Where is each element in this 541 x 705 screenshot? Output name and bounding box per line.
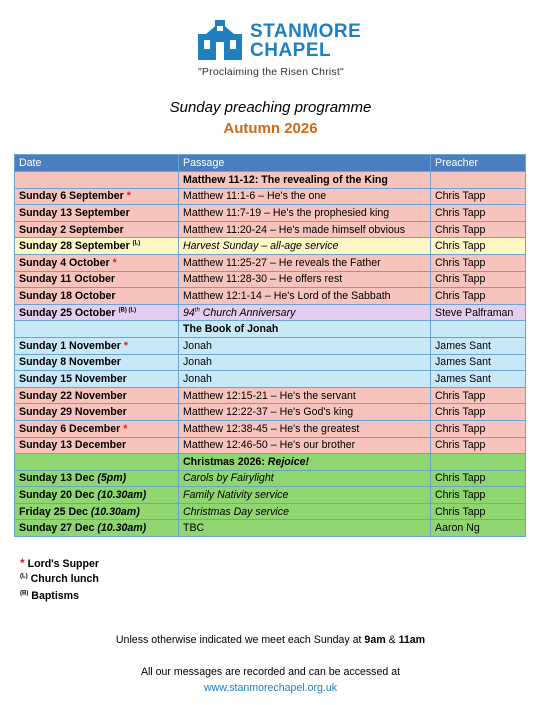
cell-passage: TBC <box>179 520 431 537</box>
section-header-row <box>15 172 526 189</box>
cell-passage: The Book of Jonah <box>179 321 431 338</box>
table-row <box>15 221 526 238</box>
logo-tagline: "Proclaiming the Risen Christ" <box>198 66 344 78</box>
cell-preacher: Chris Tapp <box>431 387 526 404</box>
lords-supper-mark: * <box>112 256 117 269</box>
table-row <box>15 420 526 437</box>
cell-preacher: Aaron Ng <box>431 520 526 537</box>
column-header-preacher: Preacher <box>431 155 526 172</box>
lords-supper-mark: * <box>123 422 128 435</box>
cell-date: Sunday 13 Dec (5pm) <box>15 470 179 487</box>
cell-passage: Matthew 11:28-30 – He offers rest <box>179 271 431 288</box>
cell-date: Sunday 11 October <box>15 271 179 288</box>
chapel-logo <box>198 20 362 82</box>
cell-date: Sunday 8 November <box>15 354 179 371</box>
table-row <box>15 304 526 321</box>
page-subtitle: Autumn 2026 <box>223 120 318 137</box>
cell-date: Sunday 2 September <box>15 221 179 238</box>
cell-preacher: Chris Tapp <box>431 487 526 504</box>
cell-preacher: Chris Tapp <box>431 271 526 288</box>
table-row <box>15 404 526 421</box>
section-header-row <box>15 321 526 338</box>
cell-passage: Carols by Fairylight <box>179 470 431 487</box>
cell-date <box>15 172 179 189</box>
table-row <box>15 188 526 205</box>
cell-date: Sunday 13 December <box>15 437 179 454</box>
table-row <box>15 487 526 504</box>
cell-preacher <box>431 172 526 189</box>
chapel-building-icon <box>198 20 242 60</box>
table-row <box>15 520 526 537</box>
cell-passage: Harvest Sunday – all-age service <box>179 238 431 255</box>
table-row <box>15 437 526 454</box>
cell-preacher: James Sant <box>431 354 526 371</box>
table-row <box>15 254 526 271</box>
cell-passage: Matthew 11:20-24 – He's made himself obvious <box>179 221 431 238</box>
legend-church-lunch: $^{(L)}$ Church lunch <box>20 573 99 585</box>
lords-supper-mark: * <box>126 190 131 203</box>
table-row <box>15 503 526 520</box>
cell-date: Sunday 6 September * <box>15 188 179 205</box>
cell-preacher <box>431 321 526 338</box>
cell-passage: Christmas Day service <box>179 503 431 520</box>
legend-lords-supper: * Lord's Supper <box>20 556 100 570</box>
cell-preacher: Chris Tapp <box>431 420 526 437</box>
table-row <box>15 354 526 371</box>
website-link[interactable]: www.stanmorechapel.org.uk <box>203 682 338 694</box>
cell-date: Sunday 13 September <box>15 205 179 222</box>
cell-passage: Matthew 12:15-21 – He's the servant <box>179 387 431 404</box>
legend-baptisms: $^{(B)}$ Baptisms <box>20 590 79 602</box>
table-row <box>15 288 526 305</box>
table-row <box>15 205 526 222</box>
table-row <box>15 470 526 487</box>
cell-date: Sunday 20 Dec (10.30am) <box>15 487 179 504</box>
cell-passage: 94th Church Anniversary <box>179 304 431 321</box>
page-title: Sunday preaching programme <box>169 99 372 116</box>
cell-date: Friday 25 Dec (10.30am) <box>15 503 179 520</box>
cell-passage: Family Nativity service <box>179 487 431 504</box>
cell-passage: Matthew 11:7-19 – He's the prophesied king <box>179 205 431 222</box>
cell-passage: Matthew 11:25-27 – He reveals the Father <box>179 254 431 271</box>
table-row <box>15 271 526 288</box>
cell-preacher: Chris Tapp <box>431 470 526 487</box>
cell-date: Sunday 1 November * <box>15 337 179 354</box>
section-header-row <box>15 454 526 471</box>
cell-passage: Jonah <box>179 354 431 371</box>
cell-preacher: Chris Tapp <box>431 205 526 222</box>
cell-date: Sunday 15 November <box>15 371 179 388</box>
recordings-note: All our messages are recorded and can be accessed at <box>140 666 401 678</box>
cell-passage: Matthew 12:22-37 – He's God's king <box>179 404 431 421</box>
cell-passage: Jonah <box>179 371 431 388</box>
table-row <box>15 337 526 354</box>
cell-date: Sunday 25 October $^{(B) (L)}$ <box>15 304 179 321</box>
cell-passage: Matthew 12:46-50 – He's our brother <box>179 437 431 454</box>
cell-date: Sunday 28 September $^{(L)}$ <box>15 238 179 255</box>
cell-preacher: Chris Tapp <box>431 221 526 238</box>
cell-date <box>15 321 179 338</box>
cell-preacher <box>431 454 526 471</box>
cell-passage: Matthew 11-12: The revealing of the King <box>179 172 431 189</box>
table-row <box>15 371 526 388</box>
cell-passage: Jonah <box>179 337 431 354</box>
cell-date: Sunday 22 November <box>15 387 179 404</box>
preaching-table <box>14 154 526 537</box>
cell-preacher: Chris Tapp <box>431 238 526 255</box>
cell-date: Sunday 4 October * <box>15 254 179 271</box>
table-row <box>15 238 526 255</box>
cell-passage: Matthew 11:1-6 – He's the one <box>179 188 431 205</box>
meeting-times: Unless otherwise indicated we meet each Sunday at 9am & 11am <box>115 634 426 646</box>
cell-preacher: Chris Tapp <box>431 288 526 305</box>
table-row <box>15 387 526 404</box>
cell-date: Sunday 18 October <box>15 288 179 305</box>
cell-preacher: James Sant <box>431 337 526 354</box>
cell-preacher: Steve Palframan <box>431 304 526 321</box>
column-header-passage: Passage <box>179 155 431 172</box>
cell-date: Sunday 6 December * <box>15 420 179 437</box>
cell-preacher: Chris Tapp <box>431 437 526 454</box>
logo-text: STANMORE CHAPEL <box>250 21 362 61</box>
cell-date: Sunday 29 November <box>15 404 179 421</box>
cell-date <box>15 454 179 471</box>
cell-passage: Matthew 12:38-45 – He's the greatest <box>179 420 431 437</box>
cell-preacher: Chris Tapp <box>431 188 526 205</box>
cell-date: Sunday 27 Dec (10.30am) <box>15 520 179 537</box>
cell-passage: Christmas 2026: Rejoice! <box>179 454 431 471</box>
cell-preacher: Chris Tapp <box>431 404 526 421</box>
lords-supper-mark: * <box>123 339 128 352</box>
cell-preacher: James Sant <box>431 371 526 388</box>
cell-passage: Matthew 12:1-14 – He's Lord of the Sabbath <box>179 288 431 305</box>
cell-preacher: Chris Tapp <box>431 503 526 520</box>
cell-preacher: Chris Tapp <box>431 254 526 271</box>
table-header-row <box>15 155 526 172</box>
column-header-date: Date <box>15 155 179 172</box>
